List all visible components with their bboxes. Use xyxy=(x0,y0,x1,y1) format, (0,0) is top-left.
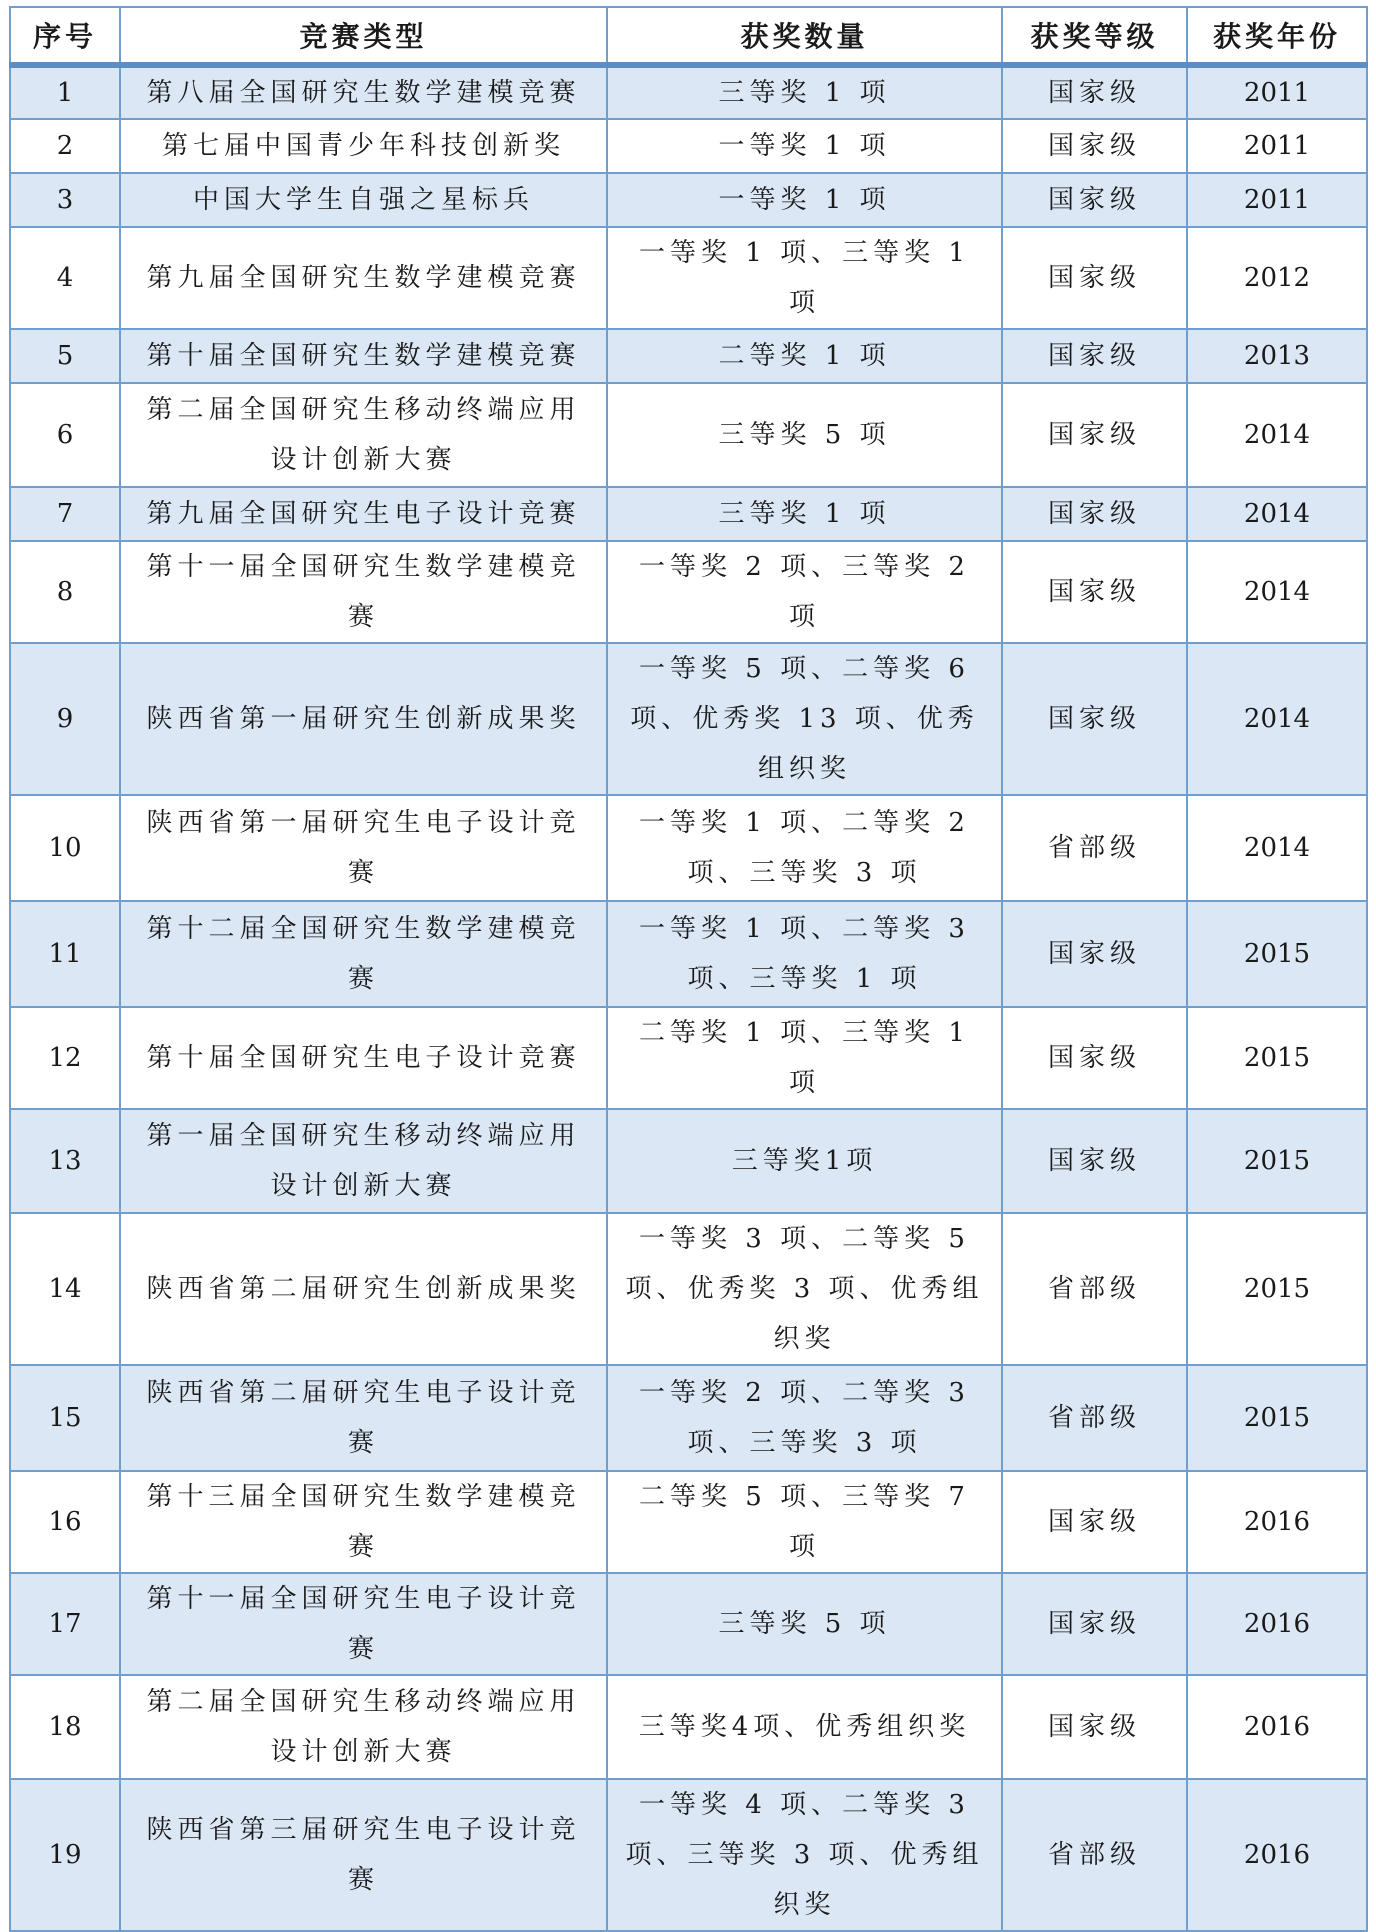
cell-award-count: 三等奖 1 项 xyxy=(607,65,1002,119)
cell-competition-type: 陕西省第一届研究生创新成果奖 xyxy=(120,643,607,795)
cell-index: 3 xyxy=(10,173,120,227)
cell-award-level: 国家级 xyxy=(1002,541,1187,643)
cell-index: 14 xyxy=(10,1213,120,1365)
cell-award-level: 国家级 xyxy=(1002,65,1187,119)
cell-award-level: 国家级 xyxy=(1002,173,1187,227)
cell-award-level: 国家级 xyxy=(1002,487,1187,541)
cell-award-level: 省部级 xyxy=(1002,1365,1187,1471)
cell-award-level: 国家级 xyxy=(1002,227,1187,329)
cell-award-year: 2011 xyxy=(1187,119,1367,173)
cell-award-count: 一等奖 4 项、二等奖 3 项、三等奖 3 项、优秀组织奖 xyxy=(607,1779,1002,1931)
cell-index: 1 xyxy=(10,65,120,119)
table-row xyxy=(10,1573,1367,1675)
header-award-level: 获奖等级 xyxy=(1002,7,1187,65)
cell-award-level: 国家级 xyxy=(1002,1471,1187,1573)
table-row xyxy=(10,1365,1367,1471)
cell-award-year: 2015 xyxy=(1187,1007,1367,1109)
header-row xyxy=(10,7,1367,65)
cell-award-year: 2015 xyxy=(1187,1365,1367,1471)
cell-competition-type: 第十届全国研究生电子设计竞赛 xyxy=(120,1007,607,1109)
table-body xyxy=(10,65,1367,1931)
cell-award-count: 二等奖 1 项 xyxy=(607,329,1002,383)
cell-award-year: 2014 xyxy=(1187,795,1367,901)
cell-award-year: 2014 xyxy=(1187,383,1367,487)
cell-index: 15 xyxy=(10,1365,120,1471)
table-row xyxy=(10,1109,1367,1213)
cell-award-level: 国家级 xyxy=(1002,1675,1187,1779)
awards-table xyxy=(9,6,1368,1932)
table-row xyxy=(10,795,1367,901)
cell-award-count: 一等奖 1 项 xyxy=(607,119,1002,173)
cell-competition-type: 第九届全国研究生电子设计竞赛 xyxy=(120,487,607,541)
cell-award-year: 2014 xyxy=(1187,541,1367,643)
cell-award-count: 一等奖 2 项、三等奖 2 项 xyxy=(607,541,1002,643)
table-row xyxy=(10,65,1367,119)
table-row xyxy=(10,1007,1367,1109)
cell-award-level: 国家级 xyxy=(1002,1109,1187,1213)
cell-award-level: 国家级 xyxy=(1002,119,1187,173)
cell-award-year: 2013 xyxy=(1187,329,1367,383)
cell-award-year: 2016 xyxy=(1187,1471,1367,1573)
cell-competition-type: 第十一届全国研究生数学建模竞赛 xyxy=(120,541,607,643)
cell-award-year: 2016 xyxy=(1187,1573,1367,1675)
cell-award-count: 三等奖4项、优秀组织奖 xyxy=(607,1675,1002,1779)
cell-award-year: 2015 xyxy=(1187,901,1367,1007)
header-competition-type: 竞赛类型 xyxy=(120,7,607,65)
cell-award-count: 二等奖 5 项、三等奖 7 项 xyxy=(607,1471,1002,1573)
cell-award-level: 国家级 xyxy=(1002,643,1187,795)
cell-award-count: 一等奖 1 项、二等奖 3 项、三等奖 1 项 xyxy=(607,901,1002,1007)
table-row xyxy=(10,1471,1367,1573)
cell-award-count: 一等奖 3 项、二等奖 5 项、优秀奖 3 项、优秀组织奖 xyxy=(607,1213,1002,1365)
cell-award-year: 2011 xyxy=(1187,173,1367,227)
header-index: 序号 xyxy=(10,7,120,65)
cell-index: 13 xyxy=(10,1109,120,1213)
table-row xyxy=(10,173,1367,227)
cell-award-count: 一等奖 5 项、二等奖 6 项、优秀奖 13 项、优秀组织奖 xyxy=(607,643,1002,795)
cell-award-level: 国家级 xyxy=(1002,383,1187,487)
table-row xyxy=(10,541,1367,643)
cell-award-level: 国家级 xyxy=(1002,901,1187,1007)
cell-award-count: 三等奖1项 xyxy=(607,1109,1002,1213)
cell-competition-type: 陕西省第二届研究生电子设计竞赛 xyxy=(120,1365,607,1471)
cell-competition-type: 第二届全国研究生移动终端应用设计创新大赛 xyxy=(120,1675,607,1779)
cell-award-level: 省部级 xyxy=(1002,1213,1187,1365)
table-row xyxy=(10,1675,1367,1779)
cell-index: 19 xyxy=(10,1779,120,1931)
cell-index: 9 xyxy=(10,643,120,795)
cell-award-year: 2016 xyxy=(1187,1779,1367,1931)
cell-award-count: 一等奖 1 项 xyxy=(607,173,1002,227)
cell-award-year: 2012 xyxy=(1187,227,1367,329)
cell-index: 2 xyxy=(10,119,120,173)
cell-award-count: 一等奖 2 项、二等奖 3 项、三等奖 3 项 xyxy=(607,1365,1002,1471)
cell-award-level: 省部级 xyxy=(1002,1779,1187,1931)
cell-index: 16 xyxy=(10,1471,120,1573)
table-row xyxy=(10,901,1367,1007)
cell-index: 18 xyxy=(10,1675,120,1779)
cell-competition-type: 第七届中国青少年科技创新奖 xyxy=(120,119,607,173)
cell-award-year: 2011 xyxy=(1187,65,1367,119)
table-row xyxy=(10,329,1367,383)
header-award-year: 获奖年份 xyxy=(1187,7,1367,65)
cell-award-level: 国家级 xyxy=(1002,1573,1187,1675)
cell-award-count: 二等奖 1 项、三等奖 1 项 xyxy=(607,1007,1002,1109)
cell-award-count: 三等奖 5 项 xyxy=(607,383,1002,487)
cell-competition-type: 第十三届全国研究生数学建模竞赛 xyxy=(120,1471,607,1573)
table-row xyxy=(10,643,1367,795)
cell-index: 7 xyxy=(10,487,120,541)
cell-competition-type: 第十一届全国研究生电子设计竞赛 xyxy=(120,1573,607,1675)
cell-index: 8 xyxy=(10,541,120,643)
table-row xyxy=(10,227,1367,329)
cell-index: 12 xyxy=(10,1007,120,1109)
cell-competition-type: 第一届全国研究生移动终端应用设计创新大赛 xyxy=(120,1109,607,1213)
table-row xyxy=(10,119,1367,173)
table-row xyxy=(10,1213,1367,1365)
cell-competition-type: 第十二届全国研究生数学建模竞赛 xyxy=(120,901,607,1007)
cell-index: 6 xyxy=(10,383,120,487)
cell-award-count: 三等奖 5 项 xyxy=(607,1573,1002,1675)
table-row xyxy=(10,383,1367,487)
cell-competition-type: 第八届全国研究生数学建模竞赛 xyxy=(120,65,607,119)
cell-competition-type: 陕西省第一届研究生电子设计竞赛 xyxy=(120,795,607,901)
cell-index: 5 xyxy=(10,329,120,383)
cell-index: 17 xyxy=(10,1573,120,1675)
cell-award-level: 国家级 xyxy=(1002,329,1187,383)
cell-award-count: 一等奖 1 项、三等奖 1 项 xyxy=(607,227,1002,329)
cell-award-count: 一等奖 1 项、二等奖 2 项、三等奖 3 项 xyxy=(607,795,1002,901)
cell-competition-type: 陕西省第三届研究生电子设计竞赛 xyxy=(120,1779,607,1931)
cell-award-year: 2014 xyxy=(1187,487,1367,541)
cell-index: 11 xyxy=(10,901,120,1007)
cell-award-year: 2016 xyxy=(1187,1675,1367,1779)
cell-competition-type: 第九届全国研究生数学建模竞赛 xyxy=(120,227,607,329)
cell-index: 4 xyxy=(10,227,120,329)
cell-award-year: 2015 xyxy=(1187,1213,1367,1365)
cell-award-year: 2015 xyxy=(1187,1109,1367,1213)
cell-award-year: 2014 xyxy=(1187,643,1367,795)
table-row xyxy=(10,1779,1367,1931)
cell-award-count: 三等奖 1 项 xyxy=(607,487,1002,541)
cell-competition-type: 中国大学生自强之星标兵 xyxy=(120,173,607,227)
cell-award-level: 省部级 xyxy=(1002,795,1187,901)
table-row xyxy=(10,487,1367,541)
cell-award-level: 国家级 xyxy=(1002,1007,1187,1109)
cell-index: 10 xyxy=(10,795,120,901)
cell-competition-type: 第十届全国研究生数学建模竞赛 xyxy=(120,329,607,383)
header-award-count: 获奖数量 xyxy=(607,7,1002,65)
cell-competition-type: 第二届全国研究生移动终端应用设计创新大赛 xyxy=(120,383,607,487)
cell-competition-type: 陕西省第二届研究生创新成果奖 xyxy=(120,1213,607,1365)
